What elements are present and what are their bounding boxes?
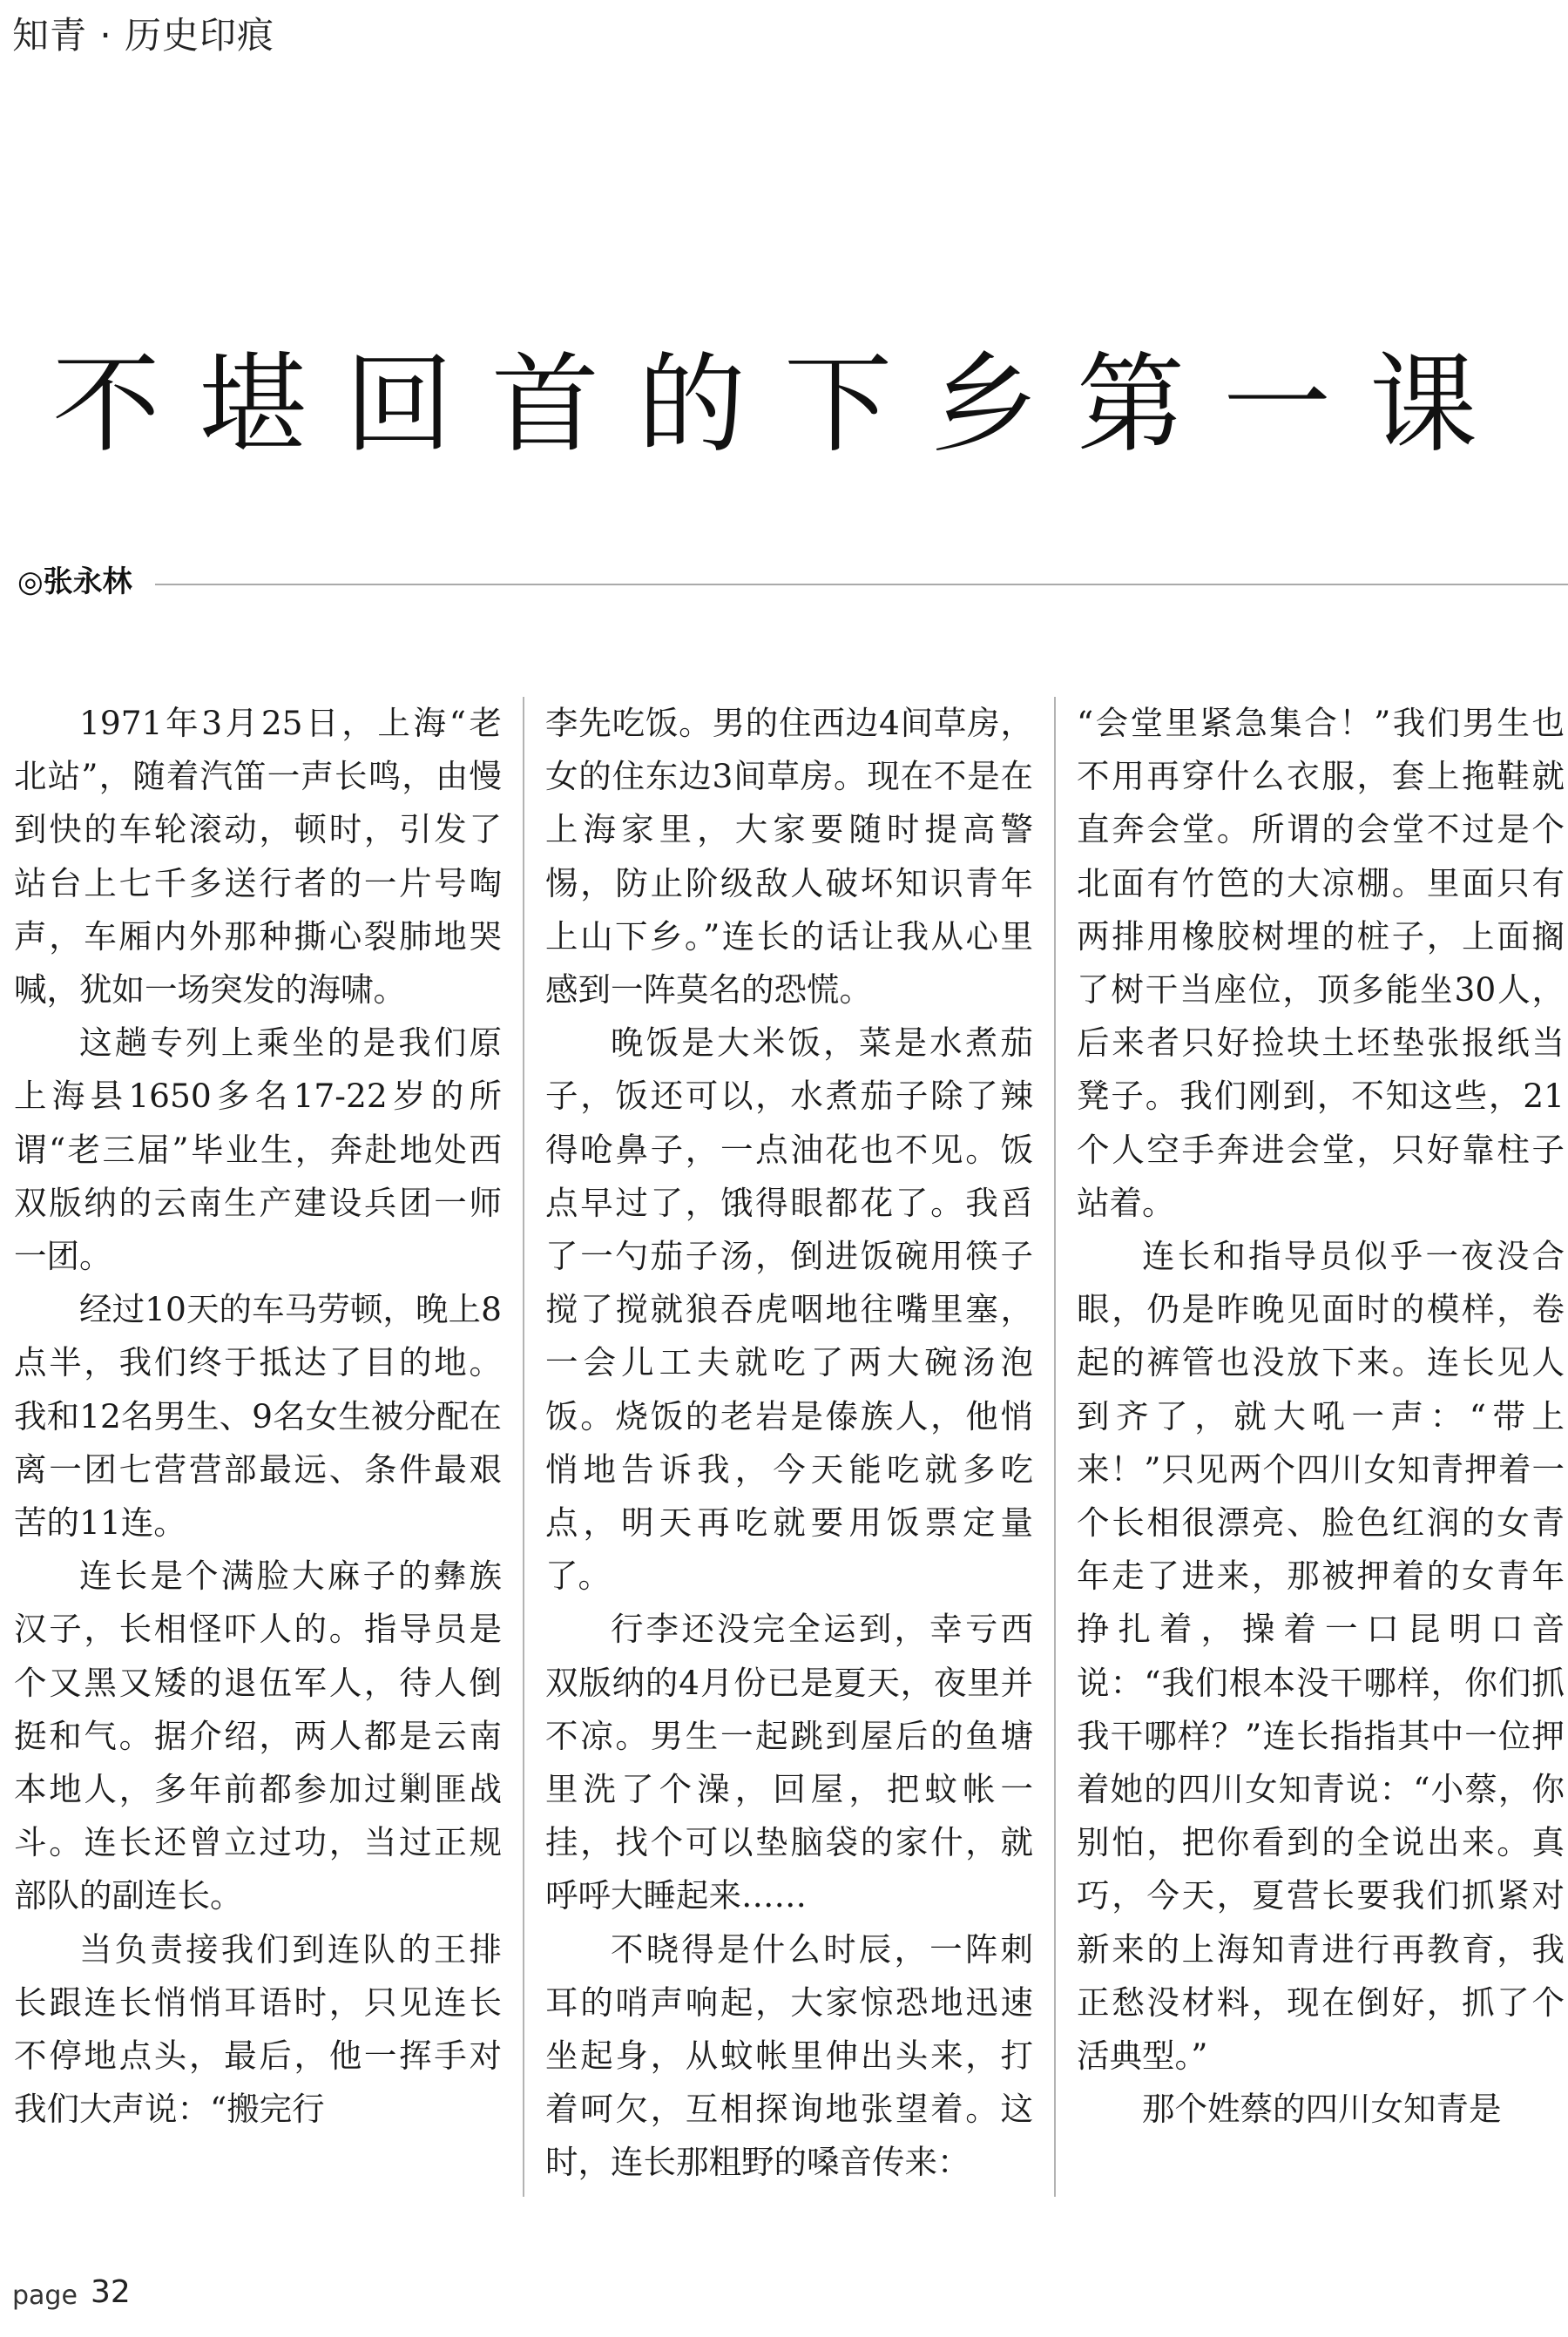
text-column-2 <box>545 697 1033 2199</box>
article-title: 不堪回首的下乡第一课 <box>51 342 1516 468</box>
paragraph: 连长是个满脸大麻子的彝族汉子，长相怪吓人的。指导员是个又黑又矮的退伍军人，待人倒挺和气。据介绍，两人都是云南本地人，多年前都参加过剿匪战斗。连长还曾立过功，当过正规部队的副连长。 <box>14 1557 502 1915</box>
paragraph: 行李还没完全运到，幸亏西双版纳的4月份已是夏天，夜里并不凉。男生一起跳到屋后的鱼塘里洗了个澡，回屋，把蚊帐一挂，找个可以垫脑袋的家什，就呼呼大睡起来…… <box>545 1610 1033 1915</box>
author-byline: ◎张永林 <box>17 564 132 599</box>
text-column-1 <box>14 697 502 2199</box>
paragraph: 不晓得是什么时辰，一阵刺耳的哨声响起，大家惊恐地迅速坐起身，从蚊帐里伸出头来，打着呵欠，互相探询地张望着。这时，连长那粗野的嗓音传来： <box>545 1929 1033 2182</box>
paragraph: “会堂里紧急集合！”我们男生也不用再穿什么衣服，套上拖鞋就直奔会堂。所谓的会堂不过是个北面有竹笆的大凉棚。里面只有两排用橡胶树埋的桩子，上面搁了树干当座位，顶多能坐30人，后来者只好捡块土坯垫张报纸当凳子。我们刚到，不知这些，21个人空手奔进会堂，只好靠柱子站着。 <box>1077 704 1565 1222</box>
column-divider-2 <box>1054 697 1056 2197</box>
paragraph: 那个姓蔡的四川女知青是 <box>1142 2090 1502 2129</box>
paragraph: 连长和指导员似乎一夜没合眼，仍是昨晚见面时的模样，卷起的裤管也没放下来。连长见人到齐了，就大吼一声：“带上来！”只见两个四川女知青押着一个长相很漂亮、脸色红润的女青年走了进来，那被押着的女青年挣扎着，操着一口昆明口音说：“我们根本没干哪样，你们抓我干哪样？”连长指指其中一位押着她的四川女知青说：“小蔡，你别怕，把你看到的全说出来。真巧，今天，夏营长要我们抓紧对新来的上海知青进行再教育，我正愁没材料，现在倒好，抓了个活典型。” <box>1077 1237 1565 2076</box>
page-number: 32 <box>91 2274 131 2310</box>
paragraph: 晚饭是大米饭，菜是水煮茄子，饭还可以，水煮茄子除了辣得呛鼻子，一点油花也不见。饭点早过了，饿得眼都花了。我舀了一勺茄子汤，倒进饭碗用筷子搅了搅就狼吞虎咽地往嘴里塞，一会儿工夫就吃了两大碗汤泡饭。烧饭的老岩是傣族人，他悄悄地告诉我，今天能吃就多吃点，明天再吃就要用饭票定量了。 <box>545 1023 1033 1596</box>
author-divider <box>155 584 1568 585</box>
column-divider-1 <box>523 697 524 2197</box>
paragraph: 当负责接我们到连队的王排长跟连长悄悄耳语时，只见连长不停地点头，最后，他一挥手对我们大声说：“搬完行 <box>14 1929 502 2129</box>
paragraph: 这趟专列上乘坐的是我们原上海县1650多名17-22岁的所谓“老三届”毕业生，奔赴地处西双版纳的云南生产建设兵团一师一团。 <box>14 1023 502 1276</box>
paragraph: 李先吃饭。男的住西边4间草房，女的住东边3间草房。现在不是在上海家里，大家要随时提高警惕，防止阶级敌人破坏知识青年上山下乡。”连长的话让我从心里感到一阵莫名的恐慌。 <box>545 704 1033 1010</box>
paragraph: 1971年3月25日，上海“老北站”，随着汽笛一声长鸣，由慢到快的车轮滚动，顿时，引发了站台上七千多送行者的一片号啕声，车厢内外那种撕心裂肺地哭喊，犹如一场突发的海啸。 <box>14 704 502 1010</box>
section-header: 知青 · 历史印痕 <box>12 14 275 57</box>
page-label: page <box>12 2280 78 2311</box>
paragraph: 经过10天的车马劳顿，晚上8点半，我们终于抵达了目的地。我和12名男生、9名女生被分配在离一团七营营部最远、条件最艰苦的11连。 <box>14 1290 502 1543</box>
text-column-3 <box>1077 697 1565 2199</box>
